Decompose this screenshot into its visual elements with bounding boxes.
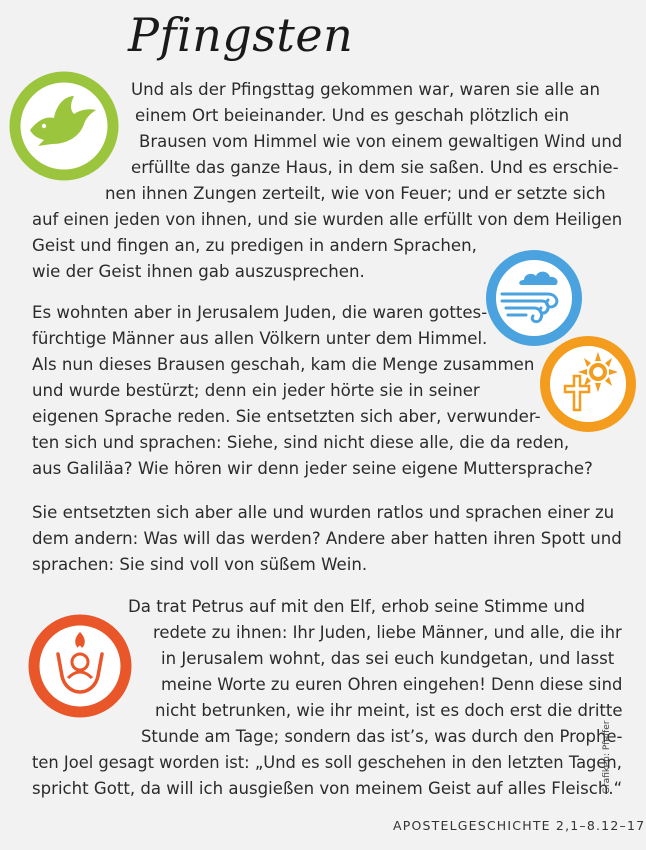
text-line: und wurde bestürzt; denn ein jeder hörte sie in seiner [32,381,480,400]
text-line: nicht betrunken, wie ihr meint, ist es doch erst die dritte [155,701,623,720]
person-flame-icon [28,614,132,718]
text-line: Es wohnten aber in Jerusalem Juden, die waren gottes- [32,303,488,322]
text-line: in Jerusalem wohnt, das sei euch kundgetan, und lasst [161,649,615,668]
sun-cross-icon [540,336,636,432]
text-line: redete zu ihnen: Ihr Juden, liebe Männer, und alle, die ihr [153,623,622,642]
page-title: Pfingsten [128,8,354,62]
text-line: Als nun dieses Brausen geschah, kam die Menge zusammen [32,355,535,374]
text-line: spricht Gott, da will ich ausgießen von meinem Geist auf alles Fleisch.“ [32,779,623,798]
text-line: Und als der Pfingsttag gekommen war, waren sie alle an [131,80,600,99]
text-line: aus Galiläa? Wie hören wir denn jeder seine eigene Muttersprache? [32,459,593,478]
text-line: dem andern: Was will das werden? Andere aber hatten ihren Spott und [32,529,622,548]
text-line: erfüllte das ganze Haus, in dem sie saßen. Und es erschie- [131,158,619,177]
text-line: wie der Geist ihnen gab auszusprechen. [32,262,365,281]
text-line: ten sich und sprachen: Siehe, sind nicht diese alle, die da reden, [32,433,570,452]
graphics-credit: Grafiken: Pfeffer [602,720,612,794]
text-line: Brausen vom Himmel wie von einem gewaltigen Wind und [139,132,623,151]
bible-reference: APOSTELGESCHICHTE 2,1–8.12–17 [393,818,646,833]
text-line: Sie entsetzten sich aber alle und wurden ratlos und sprachen einer zu [32,503,615,522]
text-line: fürchtige Männer aus allen Völkern unter dem Himmel. [32,329,488,348]
text-line: Da trat Petrus auf mit den Elf, erhob seine Stimme und [128,597,585,616]
text-line: einem Ort beieinander. Und es geschah plötzlich ein [135,106,570,125]
text-line: nen ihnen Zungen zerteilt, wie von Feuer; und er setzte sich [105,184,606,203]
text-line: meine Worte zu euren Ohren eingehen! Denn diese sind [161,675,623,694]
text-line: Stunde am Tage; sondern das ist’s, was durch den Prophe- [141,727,623,746]
wind-cloud-icon [486,250,582,346]
dove-icon [8,70,120,182]
text-line: auf einen jeden von ihnen, und sie wurden alle erfüllt von dem Heiligen [32,210,623,229]
text-line: ten Joel gesagt worden ist: „Und es soll geschehen in den letzten Tagen, [32,753,622,772]
text-line: sprachen: Sie sind voll von süßem Wein. [32,555,368,574]
text-line: eigenen Sprache reden. Sie entsetzten sich aber, verwunder- [32,407,541,426]
text-line: Geist und fingen an, zu predigen in andern Sprachen, [32,236,477,255]
